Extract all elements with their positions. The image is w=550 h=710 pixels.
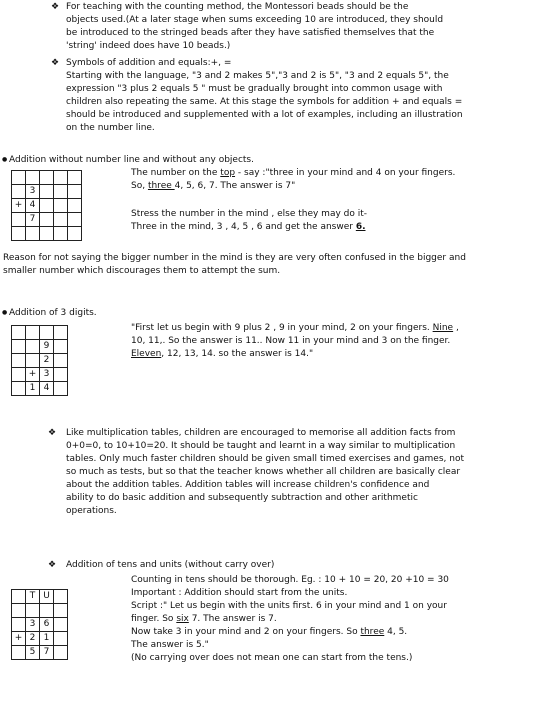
addition-grid (11, 170, 82, 241)
text-fragment: finger. So (131, 614, 177, 624)
grid-cell: 6 (40, 618, 54, 632)
grid-cell (26, 604, 40, 618)
grid-cell (54, 185, 68, 199)
grid-cell (54, 199, 68, 213)
text-line: be introduced to the stringed beads after they have satisfied themselves that the (66, 28, 435, 38)
grid-cell (12, 646, 26, 660)
grid-cell (54, 632, 68, 646)
grid-cell: 2 (40, 354, 54, 368)
grid-cell (54, 618, 68, 632)
text-fragment: 4, 5. (384, 627, 408, 637)
grid-cell (12, 382, 26, 396)
text-line: Starting with the language, "3 and 2 makes 5","3 and 2 is 5", "3 and 2 equals 5", the (66, 71, 449, 81)
text-line: Symbols of addition and equals:+, = (66, 58, 232, 68)
text-fragment: 6. (355, 222, 366, 232)
grid-cell: 3 (40, 368, 54, 382)
grid-cell: + (26, 368, 40, 382)
text-fragment: Eleven (131, 349, 162, 359)
section-heading (9, 154, 254, 167)
text-fragment: Reason for not saying the bigger number in the mind is they are very often confused in the bigger and (3, 253, 466, 263)
grid-cell (68, 185, 82, 199)
diamond-bullet-icon: ❖ (51, 2, 60, 12)
grid-cell (54, 326, 68, 340)
text-fragment: smaller number which discourages them to attempt the sum. (3, 266, 281, 276)
grid-cell (12, 590, 26, 604)
text-fragment: Important : Addition should start from the units. (131, 588, 348, 598)
text-line: expression "3 plus 2 equals 5 " must be gradually brought into common usage with (66, 84, 443, 94)
text-fragment: operations. (66, 506, 117, 516)
grid-cell (12, 171, 26, 185)
text-fragment: so much as tests, but so that the teacher knows whether all children are basically clear (66, 467, 461, 477)
grid-cell (12, 227, 26, 241)
grid-cell: 4 (26, 199, 40, 213)
text-fragment: The number on the (131, 168, 221, 178)
text-fragment: 0+0=0, to 10+10=20. It should be taught and learnt in a way similar to multiplication (66, 441, 456, 451)
grid-cell (54, 213, 68, 227)
diamond-bullet-icon: ❖ (51, 58, 60, 68)
grid-cell (12, 354, 26, 368)
grid-cell (54, 604, 68, 618)
grid-cell (26, 227, 40, 241)
text-fragment: , (453, 323, 459, 333)
grid-cell (12, 213, 26, 227)
text-fragment: The answer is 5." (131, 640, 209, 650)
text-fragment: three (147, 181, 175, 191)
grid-cell (40, 213, 54, 227)
text-fragment: top (220, 168, 236, 178)
text-fragment: 7. The answer is 7. (188, 614, 277, 624)
text-fragment: , 12, 13, 14. so the answer is 14." (161, 349, 314, 359)
grid-cell: T (26, 590, 40, 604)
grid-cell (54, 382, 68, 396)
text-fragment: Nine (432, 323, 454, 333)
script-text (131, 167, 455, 234)
script-text (131, 574, 449, 665)
text-fragment: Stress the number in the mind , else they may do it- (131, 209, 368, 219)
diamond-bullet-icon: ❖ (48, 560, 57, 570)
grid-cell: 9 (40, 340, 54, 354)
grid-cell (26, 326, 40, 340)
grid-cell (26, 171, 40, 185)
text-fragment: 10, 11,. So the answer is 11.. Now 11 in your mind and 3 on the finger. (131, 336, 451, 346)
diamond-bullet-icon: ❖ (48, 428, 57, 438)
text-fragment: ability to do basic addition and subsequently subtraction and other arithmetic (66, 493, 418, 503)
text-fragment: 4, 5, 6, 7. The answer is 7" (174, 181, 296, 191)
grid-cell: 2 (26, 632, 40, 646)
grid-cell: 7 (40, 646, 54, 660)
grid-cell (54, 368, 68, 382)
text-fragment: six (176, 614, 189, 624)
text-fragment: Script :" Let us begin with the units first. 6 in your mind and 1 on your (131, 601, 447, 611)
text-line: For teaching with the counting method, the Montessori beads should be the (66, 2, 409, 12)
grid-cell (40, 227, 54, 241)
text-line: 'string' indeed does have 10 beads.) (66, 41, 231, 51)
tables-paragraph (66, 427, 464, 518)
grid-cell (12, 185, 26, 199)
text-fragment: tables. Only much faster children should be given small timed exercises and games, not (66, 454, 464, 464)
grid-cell (12, 340, 26, 354)
grid-cell: 3 (26, 618, 40, 632)
grid-cell (26, 340, 40, 354)
grid-cell (68, 227, 82, 241)
grid-cell (54, 354, 68, 368)
text-fragment: - say :"three in your mind and 4 on your fingers. (235, 168, 456, 178)
text-fragment: Like multiplication tables, children are encouraged to memorise all addition facts from (66, 428, 456, 438)
grid-cell: 3 (26, 185, 40, 199)
text-fragment: Three in the mind, 3 , 4, 5 , 6 and get the answer (131, 222, 356, 232)
text-fragment: (No carrying over does not mean one can start from the tens.) (131, 653, 413, 663)
grid-cell: 4 (40, 382, 54, 396)
grid-cell (12, 604, 26, 618)
grid-cell (40, 326, 54, 340)
grid-cell (54, 171, 68, 185)
text-fragment: "First let us begin with 9 plus 2 , 9 in your mind, 2 on your fingers. (131, 323, 433, 333)
grid-cell (12, 618, 26, 632)
grid-cell: + (12, 632, 26, 646)
text-line: on the number line. (66, 123, 155, 133)
grid-cell: 1 (40, 632, 54, 646)
grid-cell: U (40, 590, 54, 604)
text-fragment: Counting in tens should be thorough. Eg. : 10 + 10 = 20, 20 +10 = 30 (131, 575, 449, 585)
symbols-paragraph (66, 57, 466, 135)
grid-cell (40, 199, 54, 213)
reason-paragraph (3, 252, 466, 278)
text-fragment: So, (131, 181, 148, 191)
grid-cell (40, 171, 54, 185)
grid-cell: 7 (26, 213, 40, 227)
grid-cell (54, 646, 68, 660)
grid-cell (68, 199, 82, 213)
grid-cell (12, 368, 26, 382)
section-heading: Addition of tens and units (without carry over) (66, 560, 275, 570)
grid-cell (26, 354, 40, 368)
text-fragment: three (360, 627, 385, 637)
addition-grid (11, 325, 68, 396)
grid-cell (12, 326, 26, 340)
grid-cell (40, 185, 54, 199)
section-heading (9, 307, 97, 320)
grid-cell: + (12, 199, 26, 213)
grid-cell (54, 340, 68, 354)
beads-paragraph (66, 1, 451, 53)
tens-units-grid (11, 589, 68, 660)
text-line: objects used.(At a later stage when sums exceeding 10 are introduced, they should (66, 15, 444, 25)
grid-cell: 5 (26, 646, 40, 660)
heading-text: Addition of 3 digits. (9, 308, 97, 318)
grid-cell (54, 590, 68, 604)
grid-cell (68, 171, 82, 185)
grid-cell (68, 213, 82, 227)
grid-cell: 1 (26, 382, 40, 396)
text-line: children also repeating the same. At this stage the symbols for addition + and equals = (66, 97, 463, 107)
text-line: should be introduced and supplemented with a lot of examples, including an illustration (66, 110, 463, 120)
script-text (131, 322, 459, 361)
text-fragment: Now take 3 in your mind and 2 on your fingers. So (131, 627, 361, 637)
grid-cell (40, 604, 54, 618)
grid-cell (54, 227, 68, 241)
text-fragment: about the addition tables. Addition tables will increase children's confidence and (66, 480, 430, 490)
heading-text: Addition without number line and without any objects. (9, 155, 254, 165)
